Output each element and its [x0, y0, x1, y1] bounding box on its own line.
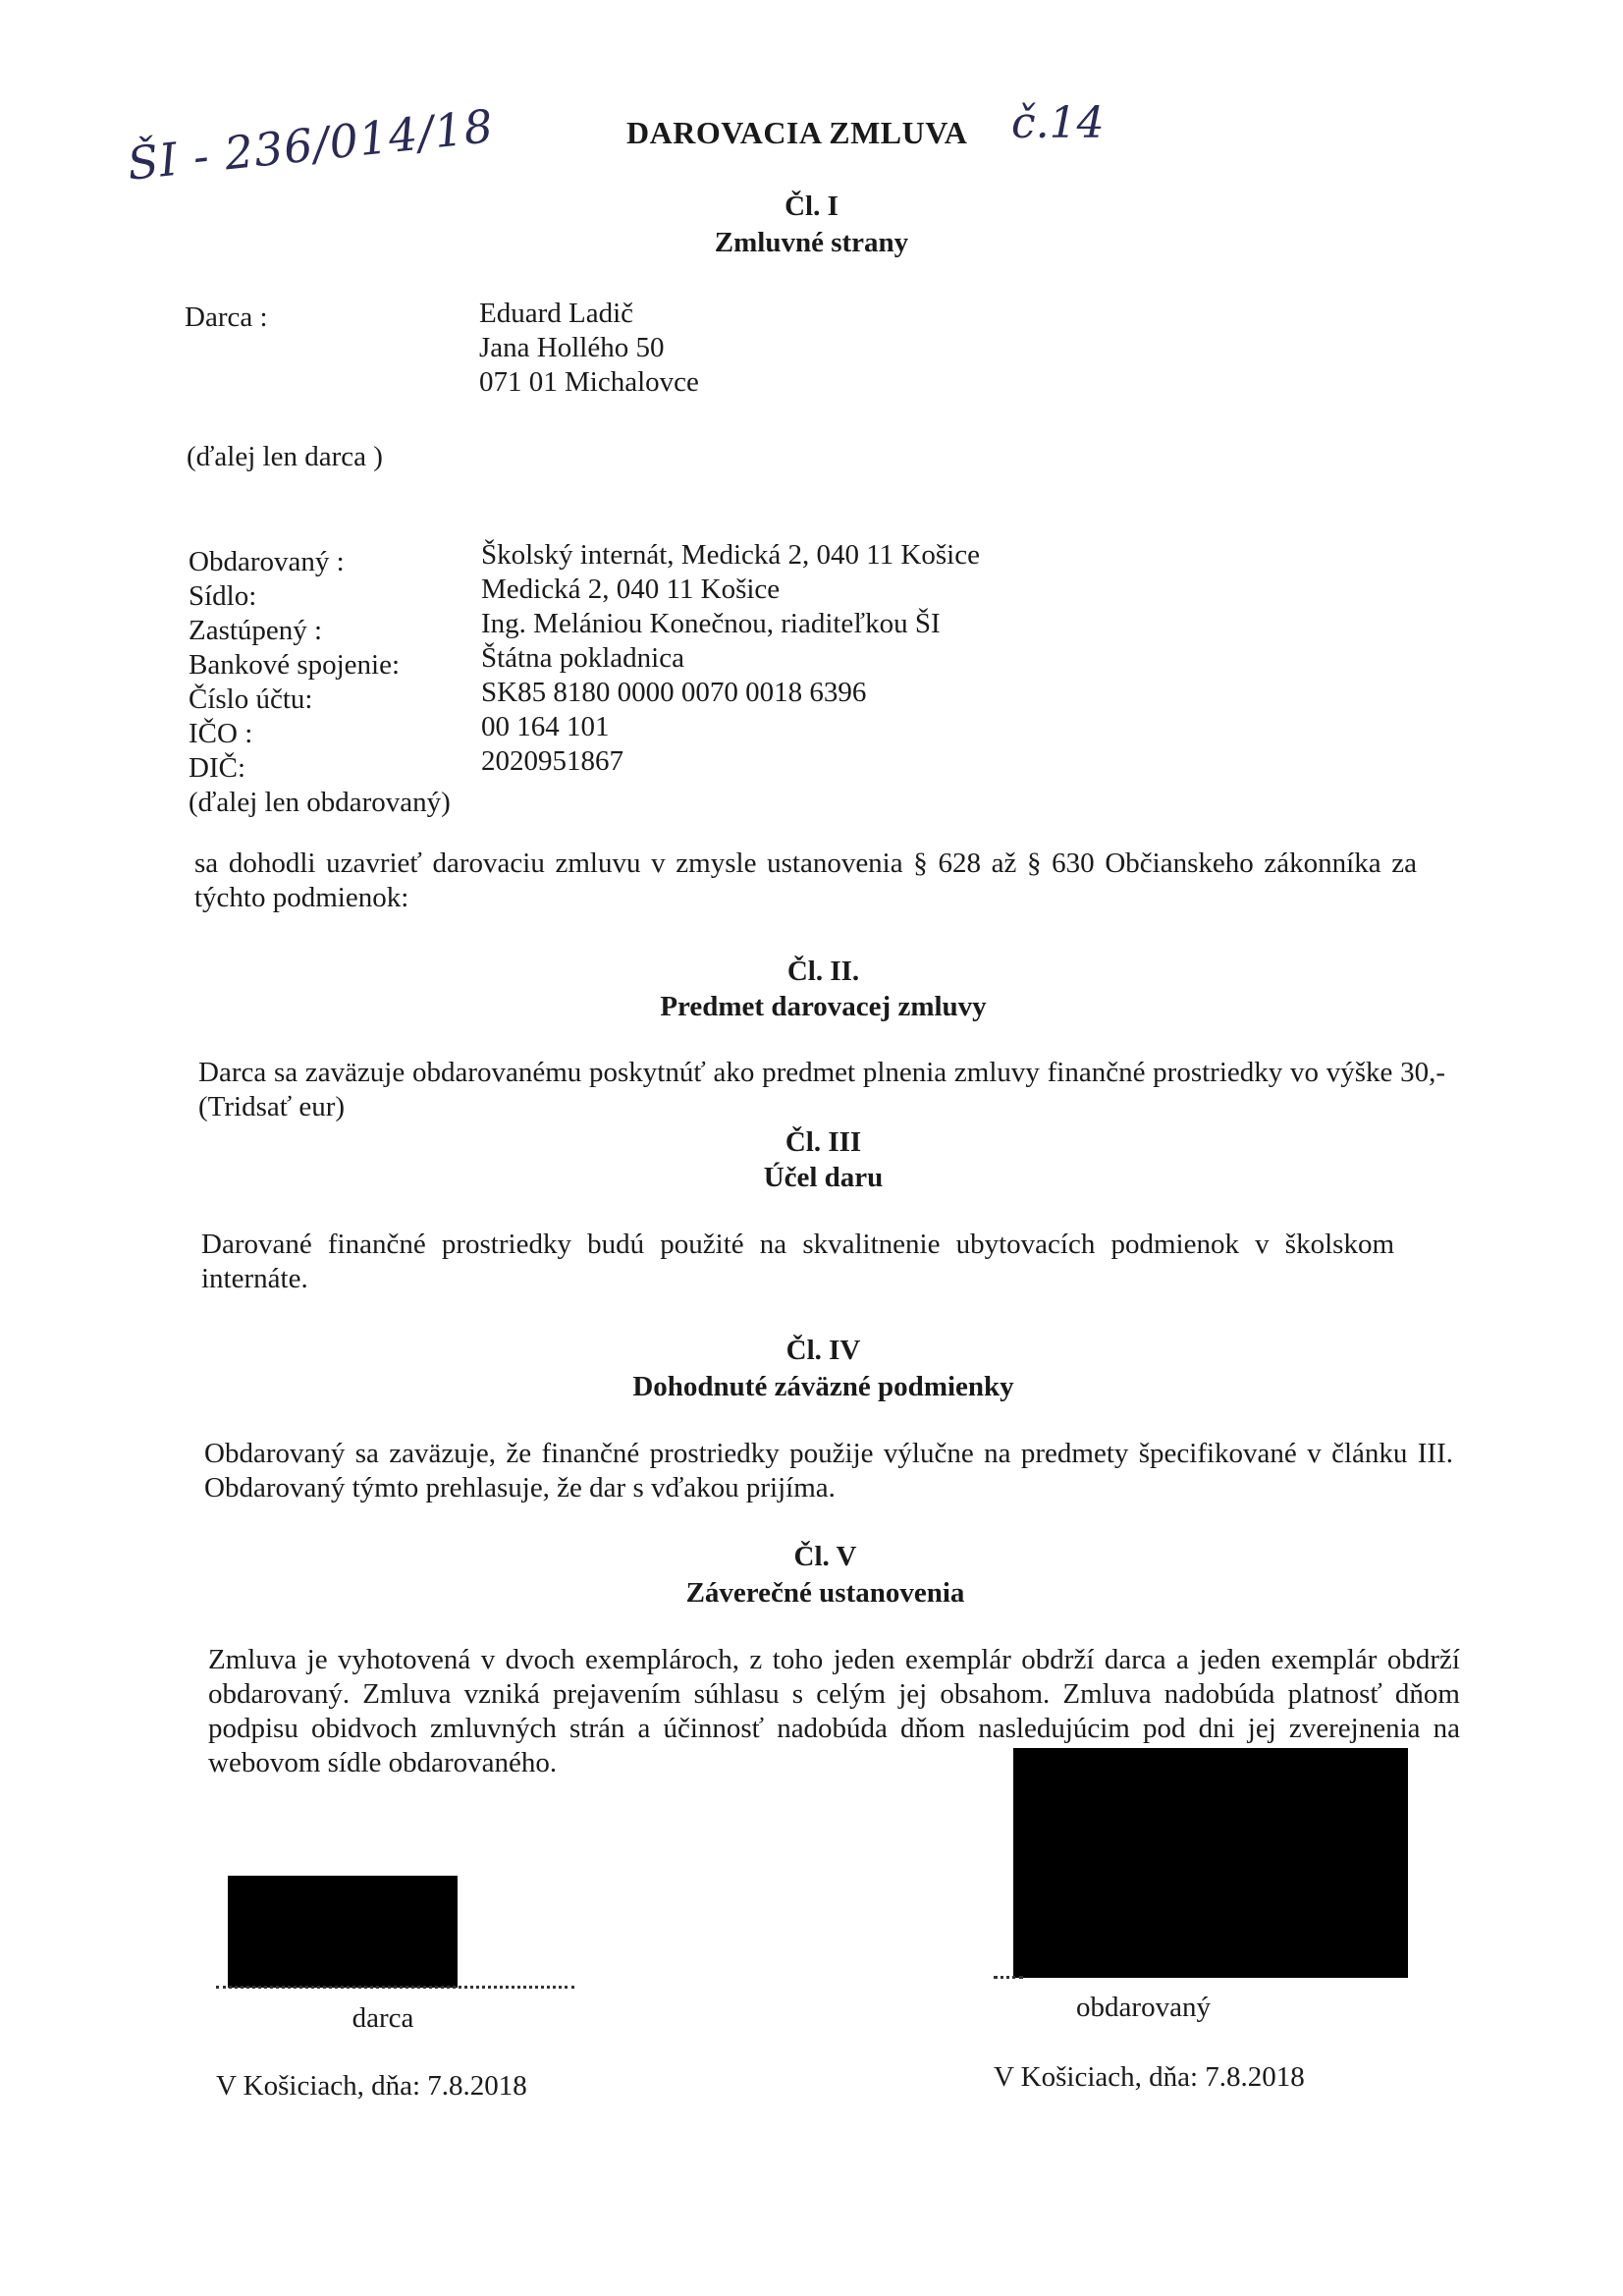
intro-paragraph: sa dohodli uzavrieť darovaciu zmluvu v zmysle ustanovenia § 628 až § 630 Občianskeho zákonníka za týchto podmienok: — [194, 847, 1417, 913]
art2-number: Čl. II. — [786, 956, 860, 987]
donor-signature-line — [216, 1986, 574, 1989]
represented-label: Zastúpený : — [189, 615, 323, 646]
ico-value: 00 164 101 — [481, 711, 610, 742]
art5-number: Čl. V — [793, 1541, 857, 1572]
donor-place-date: V Košiciach, dňa: 7.8.2018 — [216, 2070, 527, 2102]
art4-title: Dohodnuté záväzné podmienky — [632, 1371, 1014, 1402]
art5-title: Záverečné ustanovenia — [685, 1577, 965, 1609]
account-value: SK85 8180 0000 0070 0018 6396 — [481, 677, 867, 708]
dic-label: DIČ: — [189, 752, 245, 784]
donor-label: Darca : — [185, 301, 268, 333]
donor-signature-label: darca — [352, 2002, 414, 2034]
ico-label: IČO : — [189, 718, 253, 749]
document-title: DAROVACIA ZMLUVA — [626, 115, 968, 150]
art2-text: Darca sa zaväzuje obdarovanému poskytnúť ako predmet plnenia zmluvy finančné prostriedky vo výške 30,- (Tridsať eur) — [198, 1057, 1445, 1122]
account-label: Číslo účtu: — [189, 683, 313, 715]
handwritten-contract-number: č.14 — [1011, 98, 1105, 148]
bank-label: Bankové spojenie: — [189, 649, 401, 681]
donor-city: 071 01 Michalovce — [479, 366, 699, 398]
art3-text: Darované finančné prostriedky budú použité na skvalitnenie ubytovacích podmienok v školskom internáte. — [201, 1229, 1394, 1294]
redacted-donor-signature — [228, 1876, 458, 1988]
handwritten-reference-number: ŠI - 236/014/18 — [125, 98, 497, 191]
recipient-signature-label: obdarovaný — [1076, 1992, 1211, 2023]
represented-value: Ing. Melániou Konečnou, riaditeľkou ŠI — [481, 608, 941, 639]
seat-value: Medická 2, 040 11 Košice — [481, 574, 781, 605]
art1-title: Zmluvné strany — [714, 227, 909, 258]
art3-number: Čl. III — [784, 1126, 862, 1158]
donor-street: Jana Hollého 50 — [479, 332, 665, 363]
bank-value: Štátna pokladnica — [481, 642, 684, 674]
recipient-place-date: V Košiciach, dňa: 7.8.2018 — [994, 2061, 1305, 2093]
art4-text: Obdarovaný sa zaväzuje, že finančné prostriedky použije výlučne na predmety špecifikované v článku III. Obdarovaný týmto prehlasuje, že dar s vďakou prijíma. — [204, 1438, 1453, 1503]
art5-text: Zmluva je vyhotovená v dvoch exemplároch, z toho jeden exemplár obdrží darca a jeden exemplár obdrží obdarovaný. Zmluva vzniká prejavením súhlasu s celým jej obsahom. Zmluva nadobúda platnosť dňom podpisu obidvoch zmluvných strán a účinnosť nadobúda dňom nasledujúcim pod dni jej zverejnenia na webovom sídle obdarovaného. — [208, 1644, 1460, 1778]
art1-number: Čl. I — [784, 191, 839, 222]
recipient-label: Obdarovaný : — [189, 546, 345, 577]
donor-name: Eduard Ladič — [479, 298, 634, 329]
dic-value: 2020951867 — [481, 745, 623, 777]
art2-title: Predmet darovacej zmluvy — [660, 991, 987, 1022]
donor-hereinafter: (ďalej len darca ) — [187, 441, 383, 472]
art4-number: Čl. IV — [785, 1335, 861, 1366]
art3-title: Účel daru — [763, 1162, 884, 1193]
recipient-hereinafter: (ďalej len obdarovaný) — [189, 787, 451, 818]
recipient-value: Školský internát, Medická 2, 040 11 Košice — [481, 539, 980, 571]
recipient-signature-line — [994, 1976, 1023, 1979]
redacted-recipient-signature — [1013, 1748, 1408, 1978]
seat-label: Sídlo: — [189, 580, 257, 612]
